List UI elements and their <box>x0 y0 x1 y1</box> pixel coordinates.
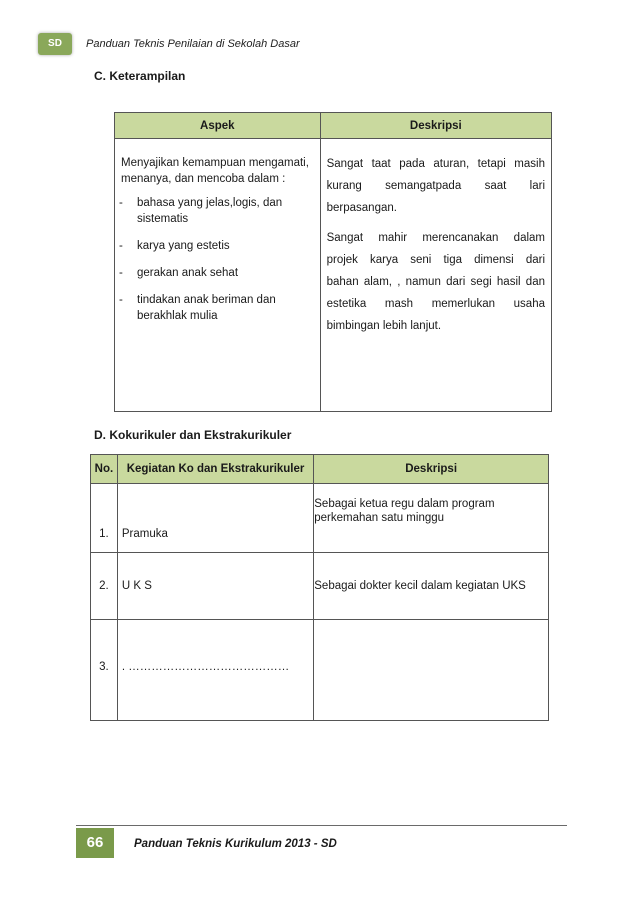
description-line: Sebagai ketua regu dalam program <box>314 498 495 510</box>
footer-title: Panduan Teknis Kurikulum 2013 - SD <box>134 838 337 850</box>
activity-name: U K S <box>117 553 313 620</box>
table-row <box>91 620 549 721</box>
description-line: projek karya seni tiga dimensi dari <box>326 254 545 266</box>
description-line: Sangat taat pada aturan, tetapi masih <box>326 158 545 170</box>
intro-line: menanya, dan mencoba dalam : <box>121 173 286 185</box>
table-row <box>91 553 549 620</box>
header-deskripsi: Deskripsi <box>320 113 551 139</box>
description-paragraph-2 <box>327 227 545 337</box>
skill-text: karya yang estetis <box>137 240 230 252</box>
description-line: bahan alam, , namun dari segi hasil dan <box>326 276 545 288</box>
description-paragraph-1 <box>327 153 545 219</box>
dash: - <box>119 240 123 252</box>
skill-item <box>119 238 314 254</box>
row-number: 3. <box>91 620 118 721</box>
skill-line: tindakan anak beriman dan <box>137 294 276 306</box>
activity-description <box>314 620 549 721</box>
description-line: berpasangan. <box>326 202 397 214</box>
footer-rule <box>76 825 567 826</box>
description-cell <box>320 139 551 412</box>
row-number: 1. <box>91 484 118 553</box>
running-header: Panduan Teknis Penilaian di Sekolah Dasar <box>86 38 300 50</box>
skills-table <box>114 112 552 412</box>
skill-item <box>119 265 314 281</box>
header-deskripsi: Deskripsi <box>314 455 549 484</box>
activity-description <box>314 484 549 553</box>
dash: - <box>119 197 123 209</box>
description-line: Sangat mahir merencanakan dalam <box>326 232 545 244</box>
section-tab: SD <box>38 33 72 55</box>
section-c-title: C. Keterampilan <box>94 69 186 83</box>
section-d-title: D. Kokurikuler dan Ekstrakurikuler <box>94 428 292 442</box>
aspect-intro <box>121 155 314 187</box>
skill-line: bahasa yang jelas,logis, dan <box>137 197 283 209</box>
skill-text <box>137 292 276 324</box>
intro-line: Menyajikan kemampuan mengamati, <box>121 157 309 169</box>
activity-description: Sebagai dokter kecil dalam kegiatan UKS <box>314 553 549 620</box>
skill-item <box>119 195 314 227</box>
description-line: bimbingan lebih lanjut. <box>326 320 442 332</box>
row-number: 2. <box>91 553 118 620</box>
description-line: perkemahan satu minggu <box>314 512 445 524</box>
activity-name: . …………………………………… <box>117 620 313 721</box>
skill-line: sistematis <box>137 213 189 225</box>
skill-line: berakhlak mulia <box>137 310 218 322</box>
skill-text: gerakan anak sehat <box>137 267 239 279</box>
activities-table <box>90 454 549 721</box>
activity-name: Pramuka <box>117 484 313 553</box>
skill-item <box>119 292 314 324</box>
description-line: kurang semangatpada saat lari <box>326 180 545 192</box>
header-no: No. <box>91 455 118 484</box>
description-line: estetika mash memerlukan usaha <box>326 298 545 310</box>
aspect-cell <box>115 139 321 412</box>
dash: - <box>119 267 123 279</box>
header-aspek: Aspek <box>115 113 321 139</box>
page-number: 66 <box>76 828 114 858</box>
skill-text <box>137 195 282 227</box>
header-kegiatan: Kegiatan Ko dan Ekstrakurikuler <box>117 455 313 484</box>
skill-list <box>115 195 320 324</box>
table-row <box>91 484 549 553</box>
dash: - <box>119 294 123 306</box>
